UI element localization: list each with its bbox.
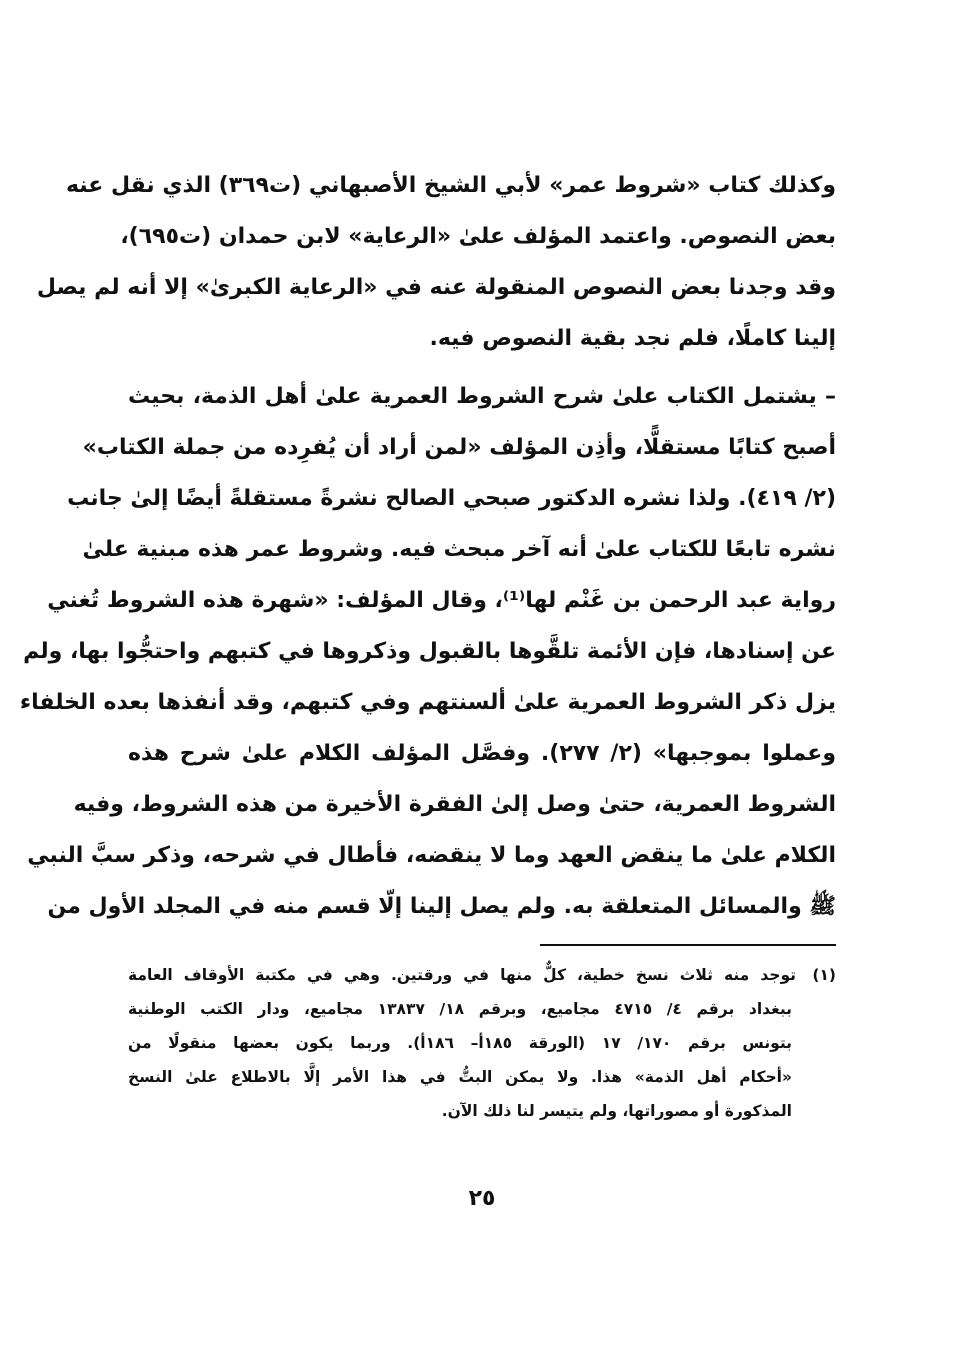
text-line: بعض النصوص. واعتمد المؤلف علىٰ «الرعاية» لابن حمدان (ت٦٩٥)، — [120, 224, 836, 249]
text-line: وعملوا بموجبها» (٢/ ٢٧٧). وفصَّل المؤلف الكلام علىٰ شرح هذه — [128, 741, 836, 766]
footnote-separator — [540, 944, 836, 946]
footnote-line: «أحكام أهل الذمة» هذا. ولا يمكن البتُّ في هذا الأمر إلَّا بالاطلاع علىٰ النسخ — [128, 1068, 792, 1086]
text-line: أصبح كتابًا مستقلًّا، وأذِن المؤلف «لمن أراد أن يُفرِده من جملة الكتاب» — [82, 435, 836, 460]
text-line: رواية عبد الرحمن بن غَنْم لها⁽¹⁾، وقال المؤلف: «شهرة هذه الشروط تُغني — [47, 588, 836, 613]
footnote — [128, 958, 836, 1128]
text-line: وكذلك كتاب «شروط عمر» لأبي الشيخ الأصبهاني (ت٣٦٩) الذي نقل عنه — [65, 173, 836, 198]
footnote-line — [128, 958, 836, 992]
text-line: عن إسنادها، فإن الأئمة تلقَّوها بالقبول وذكروها في كتبهم واحتجُّوا بها، ولم — [23, 639, 836, 664]
text-line: نشره تابعًا للكتاب علىٰ أنه آخر مبحث فيه. وشروط عمر هذه مبنية علىٰ — [82, 537, 836, 562]
text-line: الكلام علىٰ ما ينقض العهد وما لا ينقضه، فأطال في شرحه، وذكر سبَّ النبي — [27, 843, 836, 868]
footnote-line: بتونس برقم ١٧٠/ ١٧ (الورقة ١٨٥أ– ١٨٦أ). وربما يكون بعضها منقولًا من — [128, 1034, 793, 1052]
text-line: – يشتمل الكتاب علىٰ شرح الشروط العمرية علىٰ أهل الذمة، بحيث — [128, 384, 836, 409]
paragraph — [36, 160, 836, 364]
text-line: وقد وجدنا بعض النصوص المنقولة عنه في «الرعاية الكبرىٰ» إلا أنه لم يصل — [36, 275, 836, 300]
footnotes — [128, 958, 836, 1128]
footnote-marker: (١) — [812, 966, 836, 984]
text-line: ﷺ والمسائل المتعلقة به. ولم يصل إلينا إلّا قسم منه في المجلد الأول من — [47, 894, 836, 919]
footnote-line: المذكورة أو مصوراتها، ولم يتيسر لنا ذلك الآن. — [441, 1102, 792, 1120]
main-text — [19, 160, 836, 932]
paragraph — [19, 371, 836, 932]
page-number: ٢٥ — [468, 1186, 496, 1211]
text-line: الشروط العمرية، حتىٰ وصل إلىٰ الفقرة الأخيرة من هذه الشروط، وفيه — [73, 792, 836, 817]
footnote-line: ببغداد برقم ٤/ ٤٧١٥ مجاميع، وبرقم ١٨/ ١٣٨٣٧ مجاميع، ودار الكتب الوطنية — [128, 1000, 792, 1018]
text-line: إلينا كاملًا، فلم نجد بقية النصوص فيه. — [429, 326, 836, 351]
text-line: (٢/ ٤١٩). ولذا نشره الدكتور صبحي الصالح نشرةً مستقلةً أيضًا إلىٰ جانب — [67, 486, 836, 511]
text-line: يزل ذكر الشروط العمرية علىٰ ألسنتهم وفي كتبهم، وقد أنفذها بعده الخلفاء — [19, 690, 836, 715]
paragraph-gap — [128, 364, 836, 371]
footnote-text: توجد منه ثلاث نسخ خطية، كلٌّ منها في ورقتين. وهي في مكتبة الأوقاف العامة — [128, 966, 796, 984]
